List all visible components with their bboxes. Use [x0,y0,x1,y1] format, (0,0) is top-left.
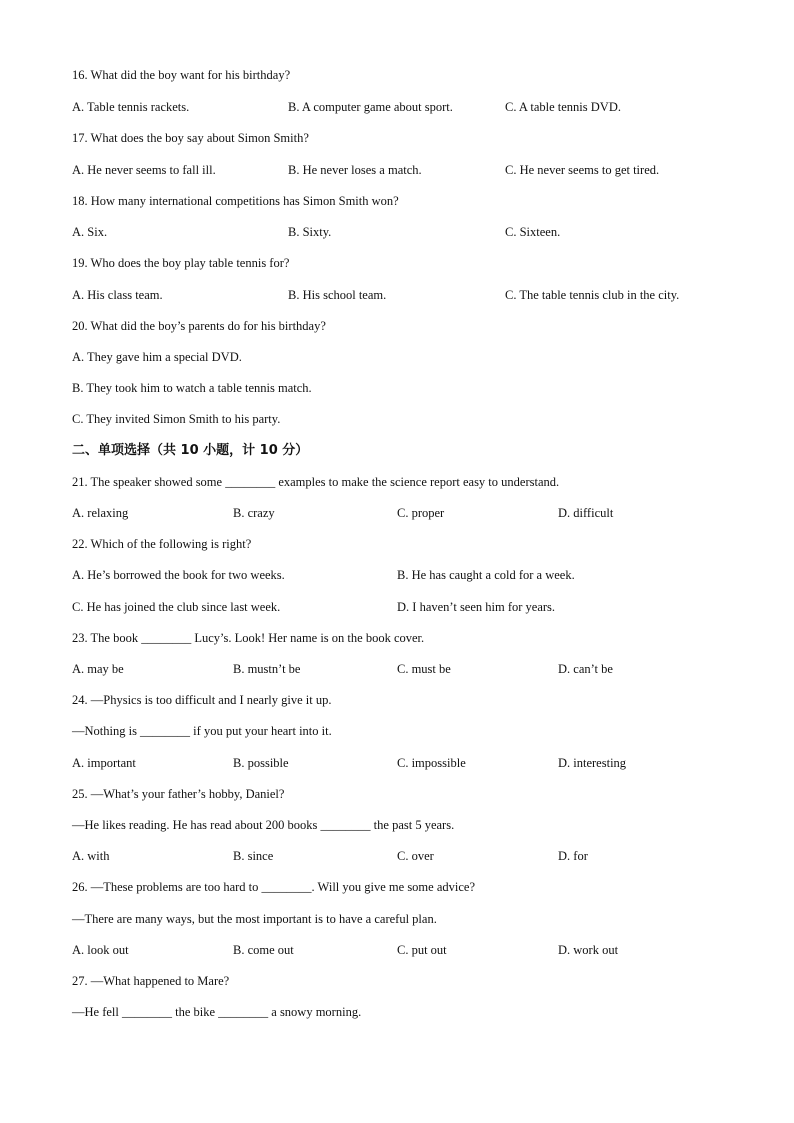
question-22-option-d: D. I haven’t seen him for years. [397,600,556,614]
question-27-reply: —He fell ________ the bike ________ a snowy morning. [72,1005,362,1019]
question-17-option-a: A. He never seems to fall ill. [72,163,216,177]
question-16-stem: 16. What did the boy want for his birthday? [72,68,291,82]
question-23-option-c: C. must be [397,662,451,676]
question-26-option-d: D. work out [558,943,619,957]
question-16-option-a: A. Table tennis rackets. [72,100,190,114]
question-23-option-d: D. can’t be [558,662,613,676]
question-20-stem: 20. What did the boy’s parents do for his birthday? [72,319,326,333]
question-19-option-c: C. The table tennis club in the city. [505,288,680,302]
question-20-option-a: A. They gave him a special DVD. [72,350,242,364]
question-25-option-a: A. with [72,849,110,863]
question-19-option-b: B. His school team. [288,288,387,302]
question-24-option-c: C. impossible [397,756,466,770]
question-17-option-c: C. He never seems to get tired. [505,163,660,177]
question-18-stem: 18. How many international competitions has Simon Smith won? [72,194,399,208]
question-17-stem: 17. What does the boy say about Simon Smith? [72,131,309,145]
question-18-option-c: C. Sixteen. [505,225,561,239]
question-27-stem: 27. —What happened to Mare? [72,974,230,988]
question-23-option-a: A. may be [72,662,124,676]
question-25-option-d: D. for [558,849,588,863]
question-22-option-a: A. He’s borrowed the book for two weeks. [72,568,285,582]
question-17-option-b: B. He never loses a match. [288,163,422,177]
question-25-reply: —He likes reading. He has read about 200 books ________ the past 5 years. [72,818,455,832]
question-26-option-b: B. come out [233,943,294,957]
question-20-option-b: B. They took him to watch a table tennis match. [72,381,312,395]
question-24-option-b: B. possible [233,756,289,770]
question-22-option-c: C. He has joined the club since last week. [72,600,281,614]
question-19-stem: 19. Who does the boy play table tennis for? [72,256,290,270]
question-21-option-a: A. relaxing [72,506,129,520]
question-16-option-b: B. A computer game about sport. [288,100,453,114]
question-22-option-b: B. He has caught a cold for a week. [397,568,575,582]
question-26-option-c: C. put out [397,943,447,957]
question-18-option-a: A. Six. [72,225,108,239]
question-21-option-d: D. difficult [558,506,614,520]
section-2-heading: 二、单项选择（共 10 小题，计 10 分） [72,443,309,458]
question-20-option-c: C. They invited Simon Smith to his party. [72,412,281,426]
question-21-stem: 21. The speaker showed some ________ examples to make the science report easy to understand. [72,475,560,489]
question-23-option-b: B. mustn’t be [233,662,301,676]
question-24-stem: 24. —Physics is too difficult and I nearly give it up. [72,693,332,707]
question-16-option-c: C. A table tennis DVD. [505,100,621,114]
question-24-option-d: D. interesting [558,756,627,770]
question-26-reply: —There are many ways, but the most important is to have a careful plan. [72,912,437,926]
question-25-option-b: B. since [233,849,274,863]
question-25-stem: 25. —What’s your father’s hobby, Daniel? [72,787,285,801]
question-25-option-c: C. over [397,849,434,863]
question-19-option-a: A. His class team. [72,288,163,302]
question-21-option-b: B. crazy [233,506,275,520]
question-24-reply: —Nothing is ________ if you put your heart into it. [72,724,332,738]
question-24-option-a: A. important [72,756,136,770]
question-18-option-b: B. Sixty. [288,225,332,239]
question-21-option-c: C. proper [397,506,445,520]
question-23-stem: 23. The book ________ Lucy’s. Look! Her name is on the book cover. [72,631,425,645]
question-26-stem: 26. —These problems are too hard to ________. Will you give me some advice? [72,880,475,894]
question-22-stem: 22. Which of the following is right? [72,537,252,551]
question-26-option-a: A. look out [72,943,129,957]
